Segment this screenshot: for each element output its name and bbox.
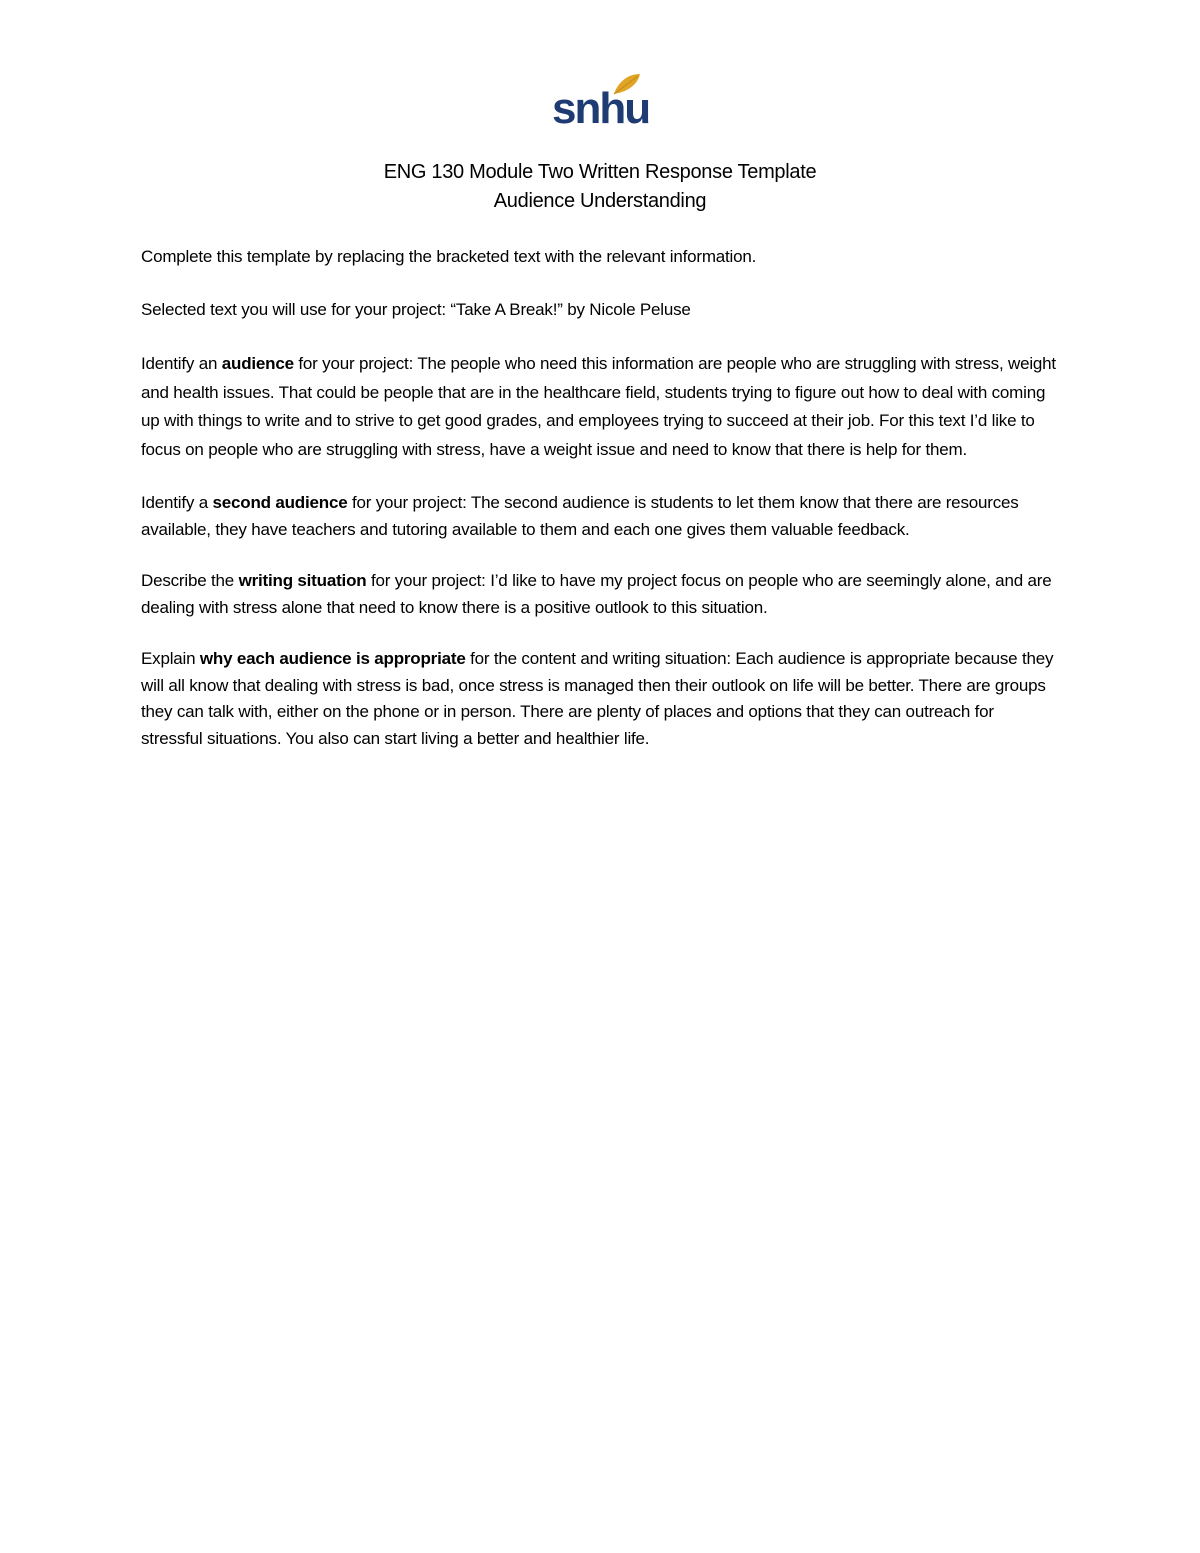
audience-prefix: Identify an bbox=[141, 354, 222, 373]
second-audience-suffix: for your project: bbox=[347, 493, 467, 512]
second-audience-paragraph bbox=[141, 489, 1056, 543]
audience-suffix: for your project: bbox=[293, 354, 414, 373]
why-appropriate-prefix: Explain bbox=[141, 649, 200, 668]
title-line-1: ENG 130 Module Two Written Response Template bbox=[383, 161, 817, 183]
writing-situation-prefix: Describe the bbox=[141, 571, 239, 590]
instructions-paragraph: Complete this template by replacing the bracketed text with the relevant information. bbox=[141, 247, 757, 266]
writing-situation-term: writing situation bbox=[238, 571, 367, 590]
second-audience-prefix: Identify a bbox=[141, 493, 213, 512]
document-body bbox=[141, 244, 1056, 752]
snhu-logo bbox=[552, 72, 650, 134]
why-appropriate-paragraph bbox=[141, 646, 1056, 752]
why-appropriate-suffix: for the content and writing situation: bbox=[465, 649, 731, 668]
second-audience-response: The second audience is students to let them know that there are resources available, they have teachers and tutoring available to them and each one gives them valuable feedback. bbox=[141, 493, 1019, 539]
logo-wordmark: snhu bbox=[552, 84, 650, 133]
document-title bbox=[0, 158, 1200, 216]
selected-text-paragraph bbox=[141, 297, 1056, 323]
selected-text-value: “Take A Break!” by Nicole Peluse bbox=[445, 300, 691, 319]
audience-paragraph bbox=[141, 350, 1056, 464]
title-line-2: Audience Understanding bbox=[493, 190, 707, 212]
why-appropriate-term: why each audience is appropriate bbox=[199, 649, 466, 668]
audience-response: The people who need this information are people who are struggling with stress, weight and health issues. That could be people that are in the healthcare field, students trying to figure out how to deal with coming up with things to write and to strive to get good grades, and employees trying to succeed at their job. For this text I’d like to focus on people who are struggling with stress, have a weight issue and need to know that there is help for them. bbox=[141, 354, 1056, 459]
writing-situation-response: I’d like to have my project focus on people who are seemingly alone, and are dealing with stress alone that need to know there is a positive outlook to this situation. bbox=[141, 571, 1052, 617]
writing-situation-suffix: for your project: bbox=[366, 571, 486, 590]
audience-term: audience bbox=[221, 354, 294, 373]
why-appropriate-response: Each audience is appropriate because they will all know that dealing with stress is bad, once stress is managed then their outlook on life will be better. There are groups they can talk with, either on the phone or in person. There are plenty of places and options that they can outreach for stressful situations. You also can start living a better and healthier life. bbox=[141, 649, 1054, 748]
second-audience-term: second audience bbox=[212, 493, 348, 512]
writing-situation-paragraph bbox=[141, 568, 1056, 621]
selected-text-label: Selected text you will use for your project: bbox=[141, 300, 446, 319]
